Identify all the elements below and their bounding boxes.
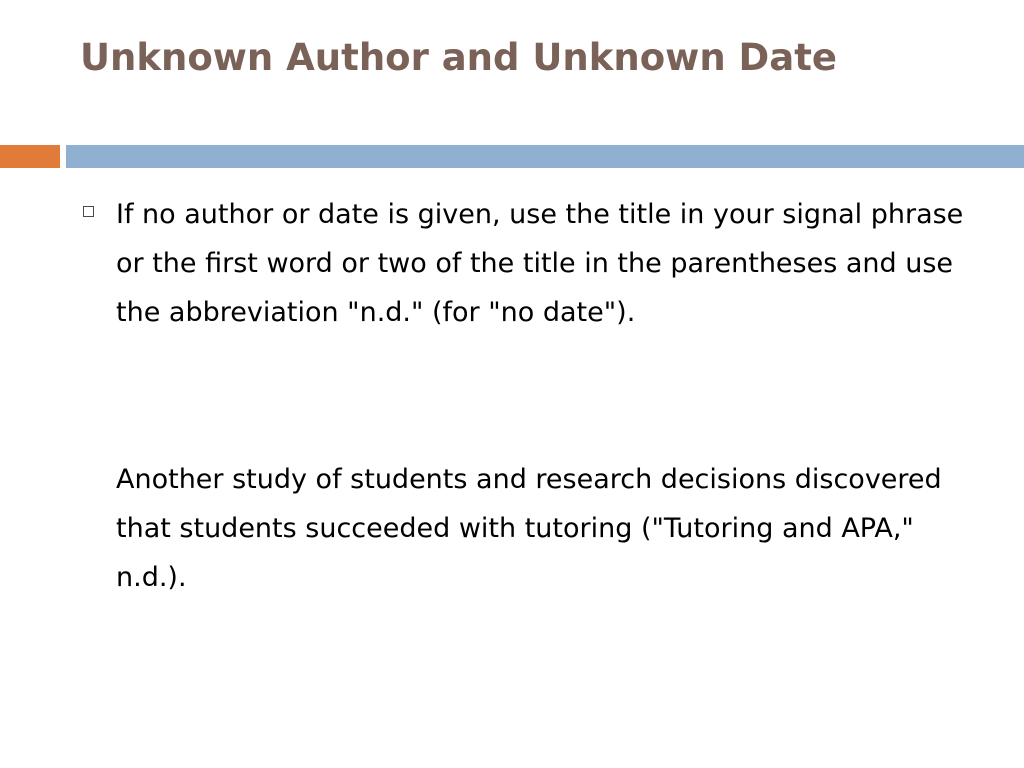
orange-accent-bar (0, 145, 60, 168)
example-citation-text: Another study of students and research decisions discovered that students succeeded with tutoring ("Tutoring and APA," n.d.). (116, 464, 942, 593)
blue-rule-bar (66, 145, 1024, 168)
slide-title: Unknown Author and Unknown Date (80, 36, 838, 79)
hollow-square-bullet-icon (83, 206, 94, 217)
bullet-text: If no author or date is given, use the title in your signal phrase or the first word or two of the title in the parentheses and use the abbreviation "n.d." (for "no date"). (116, 199, 964, 328)
